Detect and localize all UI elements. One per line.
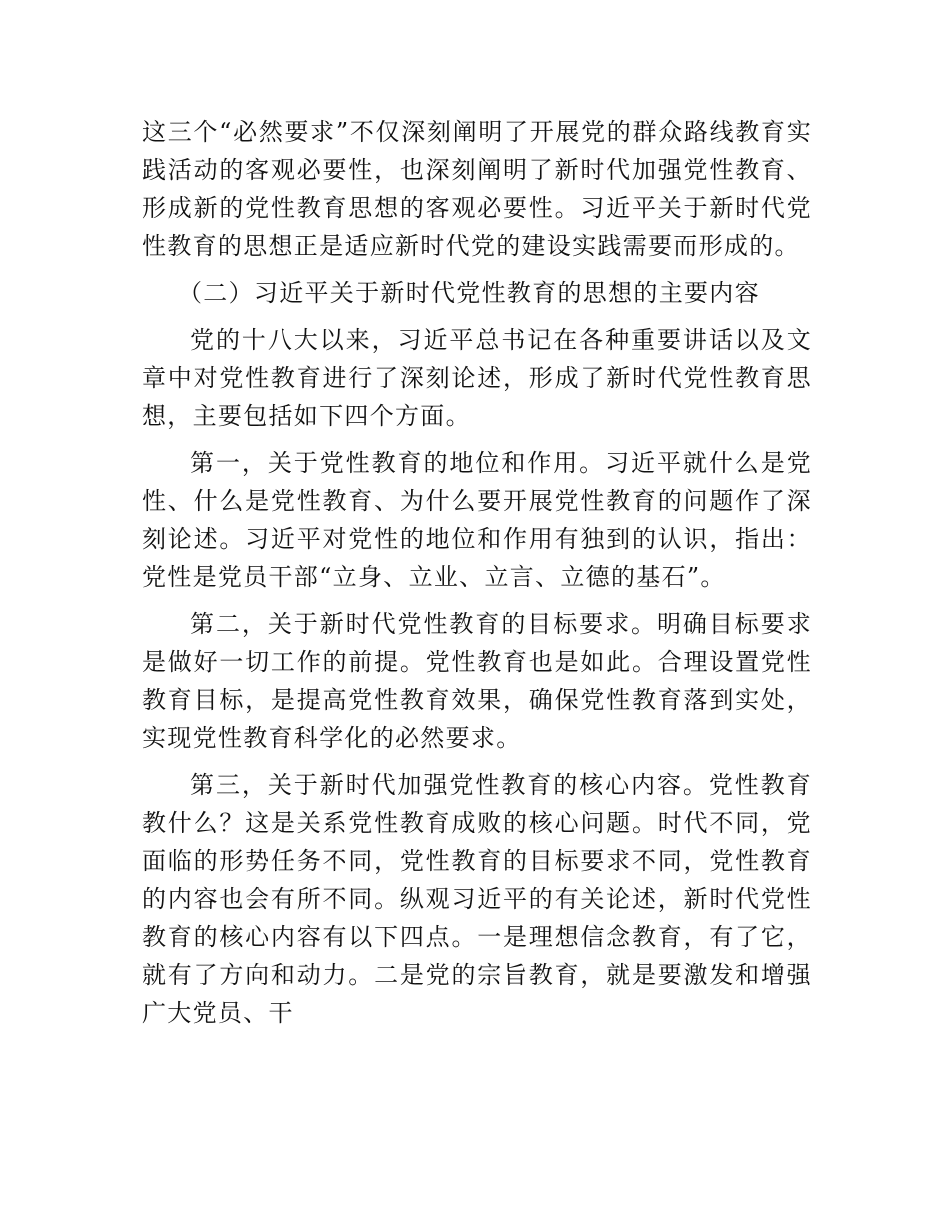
paragraph-overview: 党的十八大以来，习近平总书记在各种重要讲话以及文章中对党性教育进行了深刻论述，形成了新时代党性教育思想，主要包括如下四个方面。 <box>142 326 812 430</box>
section-heading: （二）习近平关于新时代党性教育的思想的主要内容 <box>178 279 760 307</box>
paragraph-first-point: 第一，关于党性教育的地位和作用。习近平就什么是党性、什么是党性教育、为什么要开展党性教育的问题作了深刻论述。习近平对党性的地位和作用有独到的认识，指出：党性是党员干部“立身、立业、立言、立德的基石”。 <box>142 449 812 591</box>
paragraph-third-point: 第三，关于新时代加强党性教育的核心内容。党性教育教什么？这是关系党性教育成败的核心问题。时代不同，党面临的形势任务不同，党性教育的目标要求不同，党性教育的内容也会有所不同。纵观习近平的有关论述，新时代党性教育的核心内容有以下四点。一是理想信念教育，有了它，就有了方向和动力。二是党的宗旨教育，就是要激发和增强广大党员、干 <box>142 771 812 1027</box>
paragraph-second-point: 第二，关于新时代党性教育的目标要求。明确目标要求是做好一切工作的前提。党性教育也是如此。合理设置党性教育目标，是提高党性教育效果，确保党性教育落到实处，实现党性教育科学化的必然要求。 <box>142 610 812 752</box>
paragraph-intro: 这三个“必然要求”不仅深刻阐明了开展党的群众路线教育实践活动的客观必要性，也深刻阐明了新时代加强党性教育、形成新的党性教育思想的客观必要性。习近平关于新时代党性教育的思想正是适应新时代党的建设实践需要而形成的。 <box>142 118 812 260</box>
document-body <box>142 113 812 1041</box>
